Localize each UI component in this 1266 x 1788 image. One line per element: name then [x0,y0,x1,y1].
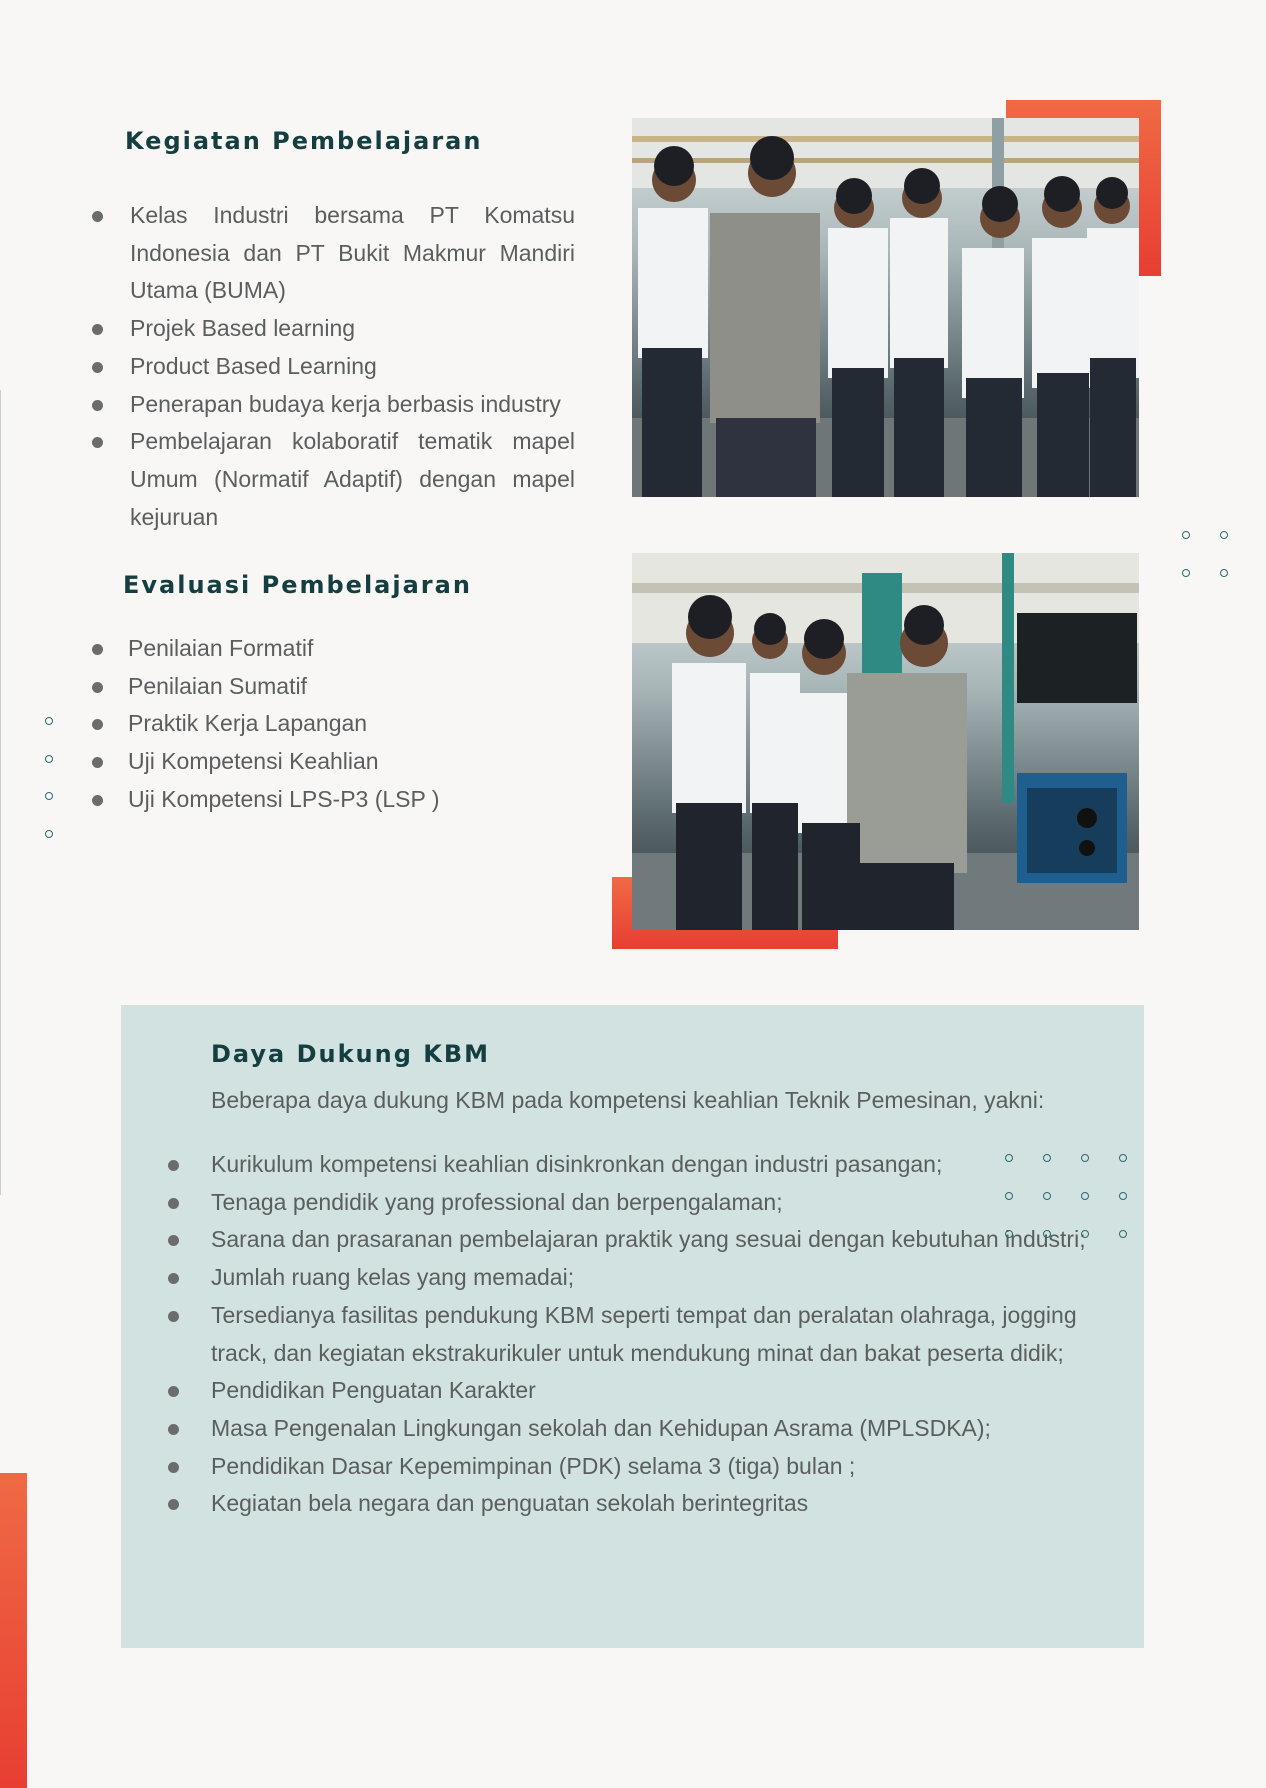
kegiatan-list [130,197,575,536]
decor-dot-icon [1043,1154,1051,1162]
decor-dot-icon [1043,1230,1051,1238]
kegiatan-heading: Kegiatan Pembelajaran [125,127,483,155]
kbm-intro: Beberapa daya dukung KBM pada kompetensi keahlian Teknik Pemesinan, yakni: [211,1087,1045,1113]
list-item: Kelas Industri bersama PT Komatsu Indonesia dan PT Bukit Makmur Mandiri Utama (BUMA) [130,197,575,310]
list-item: Pendidikan Penguatan Karakter [211,1372,1111,1410]
decor-dot-icon [1119,1154,1127,1162]
decor-dot-icon [1005,1192,1013,1200]
photo-2-illustration [632,553,1139,930]
list-item: Jumlah ruang kelas yang memadai; [211,1259,1111,1297]
evaluasi-heading: Evaluasi Pembelajaran [123,571,472,599]
list-item: Pembelajaran kolaboratif tematik mapel Umum (Normatif Adaptif) dengan mapel kejuruan [130,423,575,536]
decor-dot-icon [45,792,53,800]
decor-dot-icon [45,830,53,838]
decor-dot-icon [1081,1230,1089,1238]
decor-dot-icon [1081,1192,1089,1200]
decor-dot-icon [1005,1230,1013,1238]
decor-dot-icon [1119,1230,1127,1238]
list-item: Praktik Kerja Lapangan [128,705,568,743]
evaluasi-list [128,630,568,819]
list-item: Kegiatan bela negara dan penguatan sekolah berintegritas [211,1485,1111,1523]
decor-dot-icon [1005,1154,1013,1162]
list-item: Masa Pengenalan Lingkungan sekolah dan Kehidupan Asrama (MPLSDKA); [211,1410,1111,1448]
list-item: Pendidikan Dasar Kepemimpinan (PDK) selama 3 (tiga) bulan ; [211,1448,1111,1486]
photo-teacher-welding-machine [632,553,1139,930]
decor-dot-icon [1182,569,1190,577]
kbm-list [211,1146,1111,1523]
list-item: Tenaga pendidik yang professional dan berpengalaman; [211,1184,1111,1222]
photo-students-workshop-tour [632,118,1139,497]
decor-dot-icon [45,717,53,725]
decor-dot-icon [1119,1192,1127,1200]
list-item: Penilaian Formatif [128,630,568,668]
list-item: Uji Kompetensi Keahlian [128,743,568,781]
list-item: Product Based Learning [130,348,575,386]
list-item: Penilaian Sumatif [128,668,568,706]
left-edge-rule [0,390,1,1195]
list-item: Tersedianya fasilitas pendukung KBM seperti tempat dan peralatan olahraga, jogging track, dan kegiatan ekstrakurikuler untuk mendukung minat dan bakat peserta didik; [211,1297,1111,1372]
decor-dot-icon [1220,531,1228,539]
left-accent-bar [0,1473,27,1788]
decor-dot-icon [1081,1154,1089,1162]
list-item: Uji Kompetensi LPS-P3 (LSP ) [128,781,568,819]
kbm-heading: Daya Dukung KBM [211,1040,491,1068]
list-item: Projek Based learning [130,310,575,348]
list-item: Kurikulum kompetensi keahlian disinkronkan dengan industri pasangan; [211,1146,1111,1184]
photo-1-illustration [632,118,1139,497]
decor-dot-icon [1182,531,1190,539]
list-item: Penerapan budaya kerja berbasis industry [130,386,575,424]
decor-dot-icon [1043,1192,1051,1200]
decor-dot-icon [45,755,53,763]
decor-dot-icon [1220,569,1228,577]
list-item: Sarana dan prasaranan pembelajaran praktik yang sesuai dengan kebutuhan industri; [211,1221,1111,1259]
